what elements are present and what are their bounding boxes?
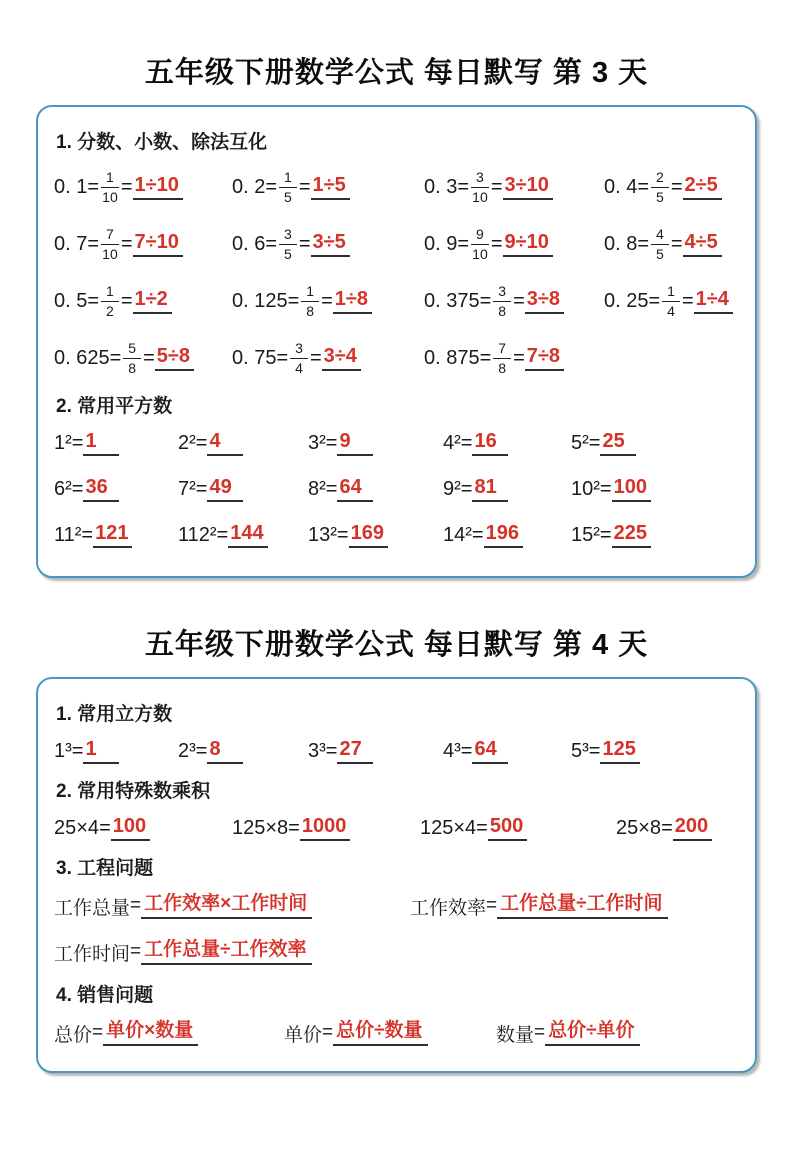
fraction (301, 283, 319, 318)
conversion-item (604, 278, 739, 324)
cube-answer: 27 (337, 738, 373, 764)
conversion-item (232, 278, 424, 324)
equals-sign: = (120, 232, 133, 255)
square-answer: 81 (472, 476, 508, 502)
formula-label: 数量 (496, 1024, 535, 1046)
division-answer: 7÷10 (133, 231, 183, 257)
fraction-denominator: 5 (656, 245, 664, 262)
square-item (443, 428, 571, 458)
equals-sign: = (298, 232, 311, 255)
division-answer: 7÷8 (525, 345, 564, 371)
fraction (493, 340, 511, 375)
cube-answer: 125 (600, 738, 639, 764)
formula-label: 总价 (54, 1024, 93, 1046)
equals-sign: = (109, 346, 122, 369)
division-answer: 1÷10 (133, 174, 183, 200)
equals-sign: = (637, 175, 650, 198)
square-answer: 49 (207, 476, 243, 502)
square-answer: 144 (228, 522, 267, 548)
equals-sign: = (71, 477, 84, 500)
decimal-value: 0. 6 (232, 232, 266, 255)
square-item (178, 428, 308, 458)
square-item (178, 520, 308, 550)
equals-sign: = (479, 346, 492, 369)
product-expression: 25×8 (616, 816, 662, 839)
equals-sign: = (325, 739, 338, 762)
square-expression: 15² (571, 523, 600, 546)
conversion-item (424, 335, 604, 381)
fraction-denominator: 2 (106, 302, 114, 319)
cube-expression: 1³ (54, 739, 72, 762)
square-expression: 11² (54, 523, 82, 546)
fraction-denominator: 8 (306, 302, 315, 319)
fraction-denominator: 8 (498, 302, 507, 319)
fraction (101, 169, 119, 204)
equals-sign: = (195, 431, 208, 454)
product-expression: 125×4 (420, 816, 477, 839)
square-expression: 4² (443, 431, 461, 454)
fraction-numerator: 9 (471, 226, 489, 244)
formula-answer: 工作总量÷工作效率 (141, 939, 311, 965)
square-answer: 64 (337, 476, 373, 502)
fraction-numerator: 3 (279, 226, 297, 244)
fraction (123, 340, 141, 375)
equals-sign: = (71, 431, 84, 454)
squares-grid (54, 428, 739, 550)
fraction (662, 283, 680, 318)
engineering-formula (54, 890, 410, 922)
worksheet-page (0, 50, 793, 1073)
equals-sign: = (661, 816, 673, 839)
fraction (279, 169, 297, 204)
equals-sign: = (637, 232, 650, 255)
equals-sign: = (588, 431, 601, 454)
square-answer: 100 (612, 476, 651, 502)
square-item (54, 474, 178, 504)
fraction-numerator: 7 (101, 226, 119, 244)
equals-sign: = (599, 477, 612, 500)
decimal-value: 0. 625 (54, 346, 110, 369)
cube-item (178, 736, 308, 766)
division-answer: 3÷10 (503, 174, 553, 200)
decimal-value: 0. 375 (424, 289, 480, 312)
formula-answer: 总价÷单价 (545, 1020, 639, 1046)
decimal-value: 0. 75 (232, 346, 277, 369)
day3-section1-heading: 1. 分数、小数、除法互化 (56, 132, 268, 153)
conversion-item (232, 335, 424, 381)
square-expression: 6² (54, 477, 72, 500)
fraction (471, 226, 489, 261)
square-item (54, 428, 178, 458)
square-expression: 7² (178, 477, 196, 500)
division-answer: 5÷8 (155, 345, 194, 371)
fraction-denominator: 4 (667, 302, 675, 319)
fraction-denominator: 10 (472, 188, 488, 205)
equals-sign: = (130, 895, 142, 916)
fraction (493, 283, 511, 318)
equals-sign: = (460, 477, 473, 500)
decimal-value: 0. 25 (604, 289, 649, 312)
division-answer: 2÷5 (683, 174, 722, 200)
formula-label: 单价 (284, 1024, 323, 1046)
square-answer: 4 (207, 430, 243, 456)
product-answer: 200 (673, 815, 712, 841)
conversion-item (604, 221, 739, 267)
equals-sign: = (71, 739, 84, 762)
cubes-grid (54, 736, 739, 766)
decimal-value: 0. 3 (424, 175, 458, 198)
equals-sign: = (265, 175, 278, 198)
division-answer: 3÷8 (525, 288, 564, 314)
fraction-denominator: 5 (284, 245, 292, 262)
square-expression: 112² (178, 523, 217, 546)
formula-label: 工作总量 (54, 897, 131, 919)
equals-sign: = (670, 232, 683, 255)
engineering-formula (410, 890, 739, 922)
cube-expression: 3³ (308, 739, 326, 762)
conversion-grid (54, 164, 739, 381)
day4-section2-heading: 2. 常用特殊数乘积 (56, 781, 211, 802)
square-expression: 8² (308, 477, 326, 500)
fraction (279, 226, 297, 261)
product-answer: 500 (488, 815, 527, 841)
square-expression: 10² (571, 477, 600, 500)
square-expression: 13² (308, 523, 337, 546)
square-expression: 2² (178, 431, 196, 454)
decimal-value: 0. 1 (54, 175, 88, 198)
decimal-value: 0. 125 (232, 289, 288, 312)
square-answer: 196 (484, 522, 523, 548)
decimal-value: 0. 5 (54, 289, 88, 312)
equals-sign: = (490, 175, 503, 198)
square-item (571, 428, 739, 458)
square-item (308, 428, 443, 458)
day3-title: 五年级下册数学公式 每日默写 第 3 天 (144, 57, 649, 89)
equals-sign: = (120, 175, 133, 198)
cube-answer: 1 (83, 738, 119, 764)
equals-sign: = (457, 232, 470, 255)
fraction-denominator: 4 (295, 359, 303, 376)
cube-expression: 5³ (571, 739, 589, 762)
equals-sign: = (588, 739, 601, 762)
square-item (54, 520, 178, 550)
sales-formulas (54, 1017, 739, 1049)
conversion-item (232, 221, 424, 267)
square-item (571, 474, 739, 504)
equals-sign: = (670, 175, 683, 198)
engineering-formulas (54, 890, 739, 968)
square-item (308, 520, 443, 550)
division-answer: 9÷10 (503, 231, 553, 257)
fraction (651, 169, 669, 204)
equals-sign: = (471, 523, 484, 546)
fraction (651, 226, 669, 261)
equals-sign: = (298, 175, 311, 198)
square-expression: 9² (443, 477, 461, 500)
conversion-item (604, 164, 739, 210)
fraction-denominator: 10 (472, 245, 488, 262)
fraction-denominator: 10 (102, 245, 118, 262)
fraction-numerator: 1 (301, 283, 319, 301)
equals-sign: = (336, 523, 349, 546)
division-answer: 1÷8 (333, 288, 372, 314)
square-answer: 121 (93, 522, 132, 548)
fraction-denominator: 10 (102, 188, 118, 205)
product-item (232, 813, 420, 843)
equals-sign: = (287, 289, 300, 312)
division-answer: 1÷5 (311, 174, 350, 200)
division-answer: 3÷4 (322, 345, 361, 371)
day4-section4-heading: 4. 销售问题 (56, 985, 154, 1006)
division-answer: 4÷5 (683, 231, 722, 257)
cube-item (54, 736, 178, 766)
square-answer: 25 (600, 430, 636, 456)
decimal-value: 0. 8 (604, 232, 638, 255)
division-answer: 1÷2 (133, 288, 172, 314)
day4-section1-heading: 1. 常用立方数 (56, 704, 173, 725)
sales-formula (54, 1017, 284, 1049)
square-item (571, 520, 739, 550)
fraction-numerator: 1 (662, 283, 680, 301)
equals-sign: = (216, 523, 229, 546)
decimal-value: 0. 875 (424, 346, 480, 369)
fraction-numerator: 1 (101, 283, 119, 301)
sales-formula (284, 1017, 496, 1049)
formula-answer: 总价÷数量 (333, 1020, 427, 1046)
products-grid (54, 813, 739, 843)
equals-sign: = (87, 289, 100, 312)
decimal-value: 0. 9 (424, 232, 458, 255)
conversion-item (424, 278, 604, 324)
formula-label: 工作时间 (54, 943, 131, 965)
equals-sign: = (195, 739, 208, 762)
day3-section2-heading: 2. 常用平方数 (56, 396, 173, 417)
equals-sign: = (648, 289, 661, 312)
square-expression: 5² (571, 431, 589, 454)
equals-sign: = (265, 232, 278, 255)
conversion-item (54, 278, 232, 324)
equals-sign: = (288, 816, 300, 839)
equals-sign: = (143, 346, 155, 369)
formula-answer: 单价×数量 (103, 1020, 198, 1046)
equals-sign: = (87, 232, 100, 255)
decimal-value: 0. 4 (604, 175, 638, 198)
square-expression: 1² (54, 431, 72, 454)
conversion-item (54, 221, 232, 267)
fraction-denominator: 8 (498, 359, 507, 376)
cube-item (443, 736, 571, 766)
product-answer: 1000 (300, 815, 351, 841)
decimal-value: 0. 7 (54, 232, 88, 255)
square-item (443, 520, 571, 550)
equals-sign: = (681, 289, 694, 312)
fraction-numerator: 1 (279, 169, 297, 187)
fraction-numerator: 3 (493, 283, 511, 301)
conversion-item (424, 164, 604, 210)
equals-sign: = (81, 523, 94, 546)
formula-answer: 工作总量÷工作时间 (497, 893, 667, 919)
fraction-numerator: 5 (123, 340, 141, 358)
decimal-value: 0. 2 (232, 175, 266, 198)
fraction (101, 226, 119, 261)
equals-sign: = (457, 175, 470, 198)
fraction-numerator: 2 (651, 169, 669, 187)
square-item (178, 474, 308, 504)
equals-sign: = (325, 477, 338, 500)
equals-sign: = (534, 1022, 546, 1043)
equals-sign: = (486, 895, 498, 916)
equals-sign: = (321, 289, 333, 312)
equals-sign: = (130, 941, 142, 962)
equals-sign: = (513, 346, 525, 369)
square-item (308, 474, 443, 504)
fraction-denominator: 5 (656, 188, 664, 205)
sales-formula (496, 1017, 739, 1049)
equals-sign: = (490, 232, 503, 255)
fraction-numerator: 3 (290, 340, 308, 358)
day4-title: 五年级下册数学公式 每日默写 第 4 天 (144, 629, 649, 661)
conversion-item (232, 164, 424, 210)
cube-item (571, 736, 739, 766)
fraction-denominator: 5 (284, 188, 292, 205)
cube-answer: 8 (207, 738, 243, 764)
formula-answer: 工作效率×工作时间 (141, 893, 312, 919)
equals-sign: = (92, 1022, 104, 1043)
square-answer: 169 (349, 522, 388, 548)
division-answer: 1÷4 (694, 288, 733, 314)
fraction-numerator: 3 (471, 169, 489, 187)
square-item (443, 474, 571, 504)
square-answer: 225 (612, 522, 651, 548)
day4-section3-heading: 3. 工程问题 (56, 858, 154, 879)
equals-sign: = (460, 739, 473, 762)
conversion-item (424, 221, 604, 267)
product-answer: 100 (111, 815, 150, 841)
fraction (290, 340, 308, 375)
equals-sign: = (479, 289, 492, 312)
square-expression: 3² (308, 431, 326, 454)
equals-sign: = (325, 431, 338, 454)
cube-expression: 2³ (178, 739, 196, 762)
fraction (101, 283, 119, 318)
conversion-item (54, 335, 232, 381)
fraction-numerator: 4 (651, 226, 669, 244)
product-expression: 125×8 (232, 816, 289, 839)
conversion-item (54, 164, 232, 210)
equals-sign: = (195, 477, 208, 500)
equals-sign: = (276, 346, 289, 369)
cube-answer: 64 (472, 738, 508, 764)
fraction-numerator: 7 (493, 340, 511, 358)
cube-item (308, 736, 443, 766)
equals-sign: = (513, 289, 525, 312)
fraction-denominator: 8 (128, 359, 137, 376)
square-expression: 14² (443, 523, 472, 546)
division-answer: 3÷5 (311, 231, 350, 257)
engineering-formula (54, 936, 410, 968)
equals-sign: = (476, 816, 488, 839)
fraction (471, 169, 489, 204)
product-expression: 25×4 (54, 816, 100, 839)
equals-sign: = (99, 816, 111, 839)
equals-sign: = (460, 431, 473, 454)
formula-label: 工作效率 (410, 897, 487, 919)
square-answer: 36 (83, 476, 119, 502)
square-answer: 9 (337, 430, 373, 456)
day3-card (36, 105, 757, 578)
square-answer: 1 (83, 430, 119, 456)
cube-expression: 4³ (443, 739, 461, 762)
day4-card (36, 677, 757, 1073)
equals-sign: = (309, 346, 322, 369)
fraction-numerator: 1 (101, 169, 119, 187)
product-item (54, 813, 232, 843)
product-item (616, 813, 739, 843)
square-answer: 16 (472, 430, 508, 456)
product-item (420, 813, 616, 843)
equals-sign: = (322, 1022, 334, 1043)
equals-sign: = (120, 289, 133, 312)
equals-sign: = (599, 523, 612, 546)
equals-sign: = (87, 175, 100, 198)
